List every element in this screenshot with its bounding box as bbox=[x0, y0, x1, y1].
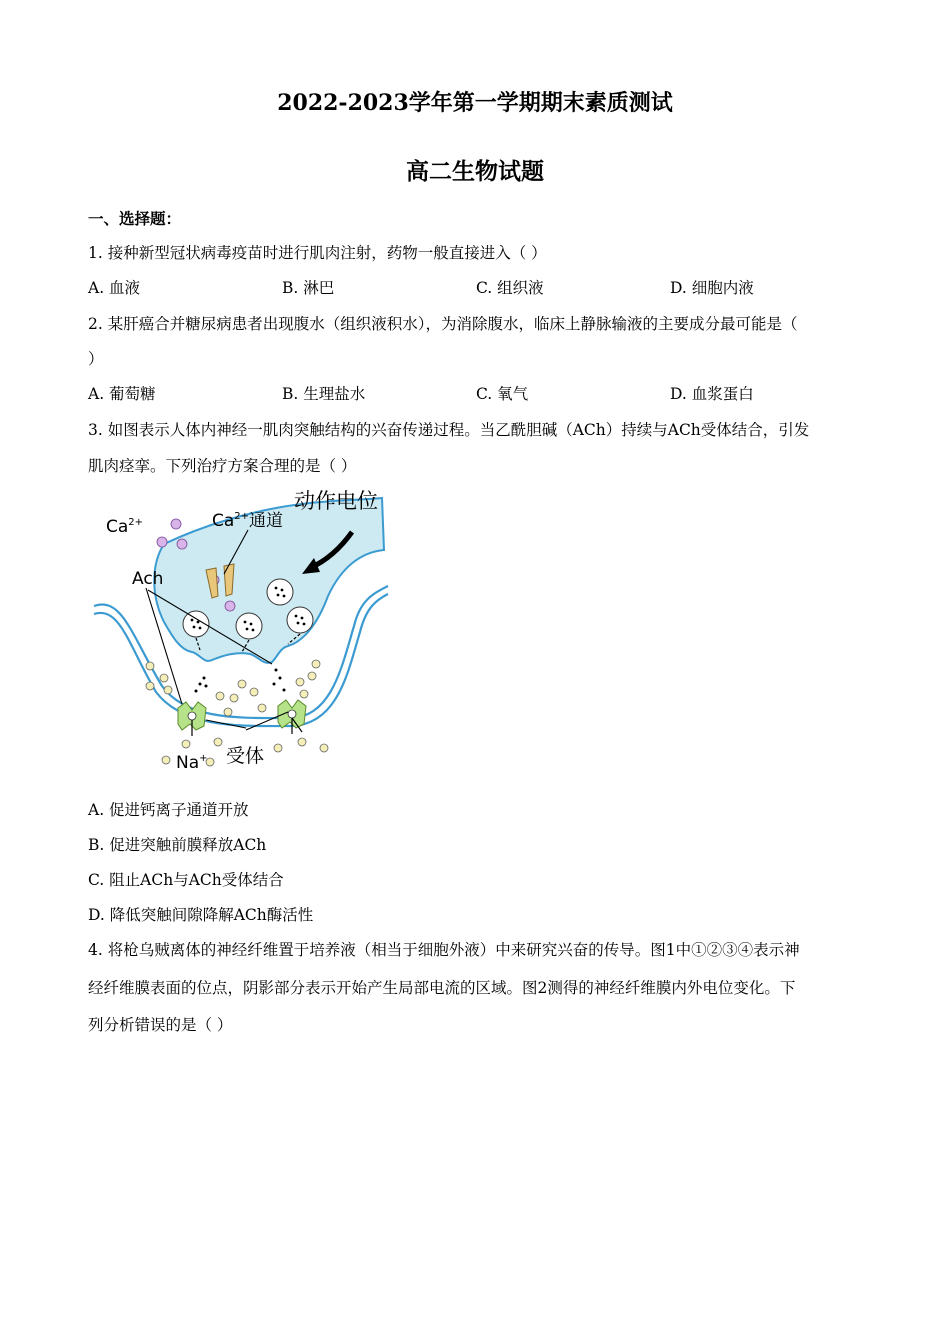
q3-stem-line1: 3. 如图表示人体内神经一肌肉突触结构的兴奋传递过程。当乙酰胆碱（ACh）持续与ACh受体结合，引发 bbox=[88, 421, 810, 439]
vesicle bbox=[236, 613, 262, 639]
q2-option-b[interactable]: B. 生理盐水 bbox=[282, 385, 366, 403]
q1-option-c[interactable]: C. 组织液 bbox=[476, 279, 544, 297]
exam-subtitle: 高二生物试题 bbox=[406, 158, 544, 185]
q3-stem-line2: 肌肉痉挛。下列治疗方案合理的是（ ） bbox=[88, 457, 357, 475]
label-ca-channel: $Ca^{2+}$通道 bbox=[212, 511, 284, 531]
q2-stem-line2: ） bbox=[88, 350, 104, 368]
q4-stem-line2: 经纤维膜表面的位点，阴影部分表示开始产生局部电流的区域。图2测得的神经纤维膜内外电位变化。下 bbox=[88, 979, 796, 997]
label-ach: Ach bbox=[132, 569, 164, 589]
label-na-ion: Na+ bbox=[176, 753, 208, 773]
q2-option-d[interactable]: D. 血浆蛋白 bbox=[670, 385, 754, 403]
q4-stem-line1: 4. 将枪乌贼离体的神经纤维置于培养液（相当于细胞外液）中来研究兴奋的传导。图1中①②③④表示神 bbox=[88, 941, 800, 959]
synapse-diagram bbox=[92, 486, 404, 778]
q2-stem-line1: 2. 某肝癌合并糖尿病患者出现腹水（组织液积水），为消除腹水，临床上静脉输液的主要成分最可能是（ bbox=[88, 315, 798, 333]
q4-stem-line3: 列分析错误的是（ ） bbox=[88, 1016, 233, 1034]
label-action-potential: 动作电位 bbox=[294, 489, 378, 513]
exam-title: 2022-2023学年第一学期期末素质测试 bbox=[277, 90, 673, 116]
vesicle bbox=[267, 579, 293, 605]
q1-stem: 1. 接种新型冠状病毒疫苗时进行肌肉注射，药物一般直接进入（ ） bbox=[88, 244, 547, 262]
q2-option-c[interactable]: C. 氧气 bbox=[476, 385, 529, 403]
q3-option-a[interactable]: A. 促进钙离子通道开放 bbox=[88, 801, 249, 819]
label-ca-ion: $Ca^{2+}$ bbox=[106, 517, 144, 537]
section-heading: 一、选择题： bbox=[88, 209, 182, 228]
q1-option-b[interactable]: B. 淋巴 bbox=[282, 279, 335, 297]
q1-option-a[interactable]: A. 血液 bbox=[88, 279, 141, 297]
label-receptor: 受体 bbox=[226, 745, 265, 767]
q3-option-b[interactable]: B. 促进突触前膜释放ACh bbox=[88, 836, 267, 854]
q3-option-c[interactable]: C. 阻止ACh与ACh受体结合 bbox=[88, 871, 284, 889]
q1-option-d[interactable]: D. 细胞内液 bbox=[670, 279, 754, 297]
vesicle bbox=[287, 607, 313, 633]
q3-option-d[interactable]: D. 降低突触间隙降解ACh酶活性 bbox=[88, 906, 314, 924]
q2-option-a[interactable]: A. 葡萄糖 bbox=[88, 385, 156, 403]
